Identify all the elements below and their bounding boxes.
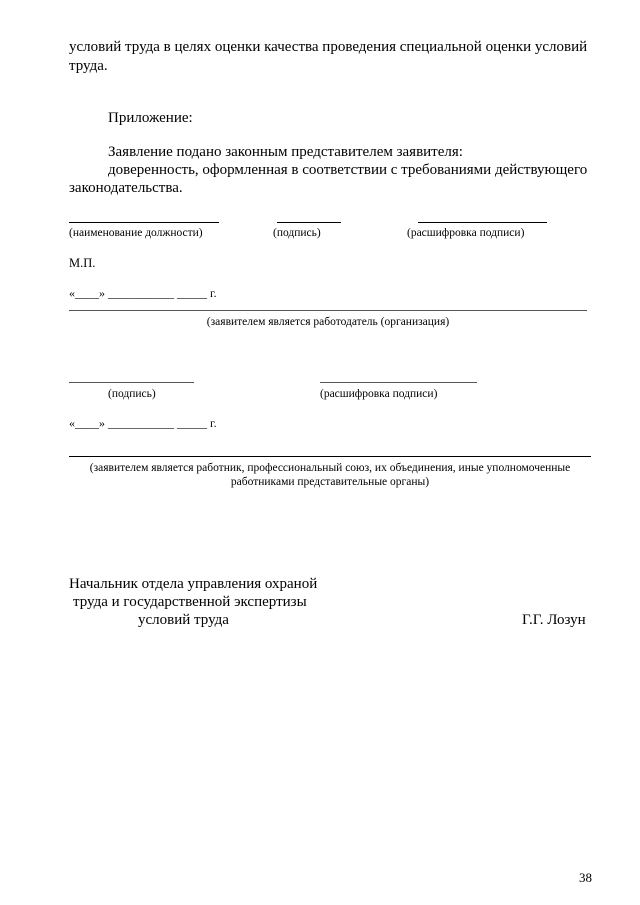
signature-line (277, 222, 341, 223)
signature-line-2 (69, 382, 194, 383)
intro-line-1: условий труда в целях оценки качества проведения специальной оценки условий (69, 39, 588, 55)
applicant-caption-2-line-2: работниками представительные органы) (230, 476, 430, 488)
signature-decode-caption-2: (расшифровка подписи) (320, 388, 438, 400)
official-title-line-2: труда и государственной экспертизы (73, 594, 307, 610)
appendix-line-3: законодательства. (69, 180, 183, 196)
applicant-line-2 (69, 456, 591, 457)
page-number: 38 (579, 870, 592, 885)
position-line (69, 222, 219, 223)
appendix-line-1: Заявление подано законным представителем заявителя: (108, 144, 463, 160)
official-title-line-1: Начальник отдела управления охраной (69, 576, 318, 592)
stamp-label: М.П. (69, 256, 96, 270)
official-name: Г.Г. Лозун (522, 612, 586, 628)
applicant-line (69, 310, 587, 311)
appendix-label: Приложение: (108, 110, 193, 126)
appendix-line-2: доверенность, оформленная в соответствии с требованиями действующего (108, 162, 588, 178)
position-caption: (наименование должности) (69, 227, 203, 239)
signature-caption: (подпись) (273, 227, 321, 239)
intro-line-2: труда. (69, 58, 108, 74)
signature-caption-2: (подпись) (108, 388, 156, 400)
applicant-caption: (заявителем является работодатель (организация) (206, 316, 450, 328)
official-title-line-3: условий труда (138, 612, 229, 628)
date-field-2: «____» ___________ _____ г. (69, 416, 217, 430)
signature-decode-line (418, 222, 547, 223)
signature-decode-line-2 (320, 382, 477, 383)
applicant-caption-2-line-1: (заявителем является работник, профессиональный союз, их объединения, иные уполномоченные (89, 462, 571, 474)
signature-decode-caption: (расшифровка подписи) (407, 227, 525, 239)
date-field: «____» ___________ _____ г. (69, 286, 217, 300)
